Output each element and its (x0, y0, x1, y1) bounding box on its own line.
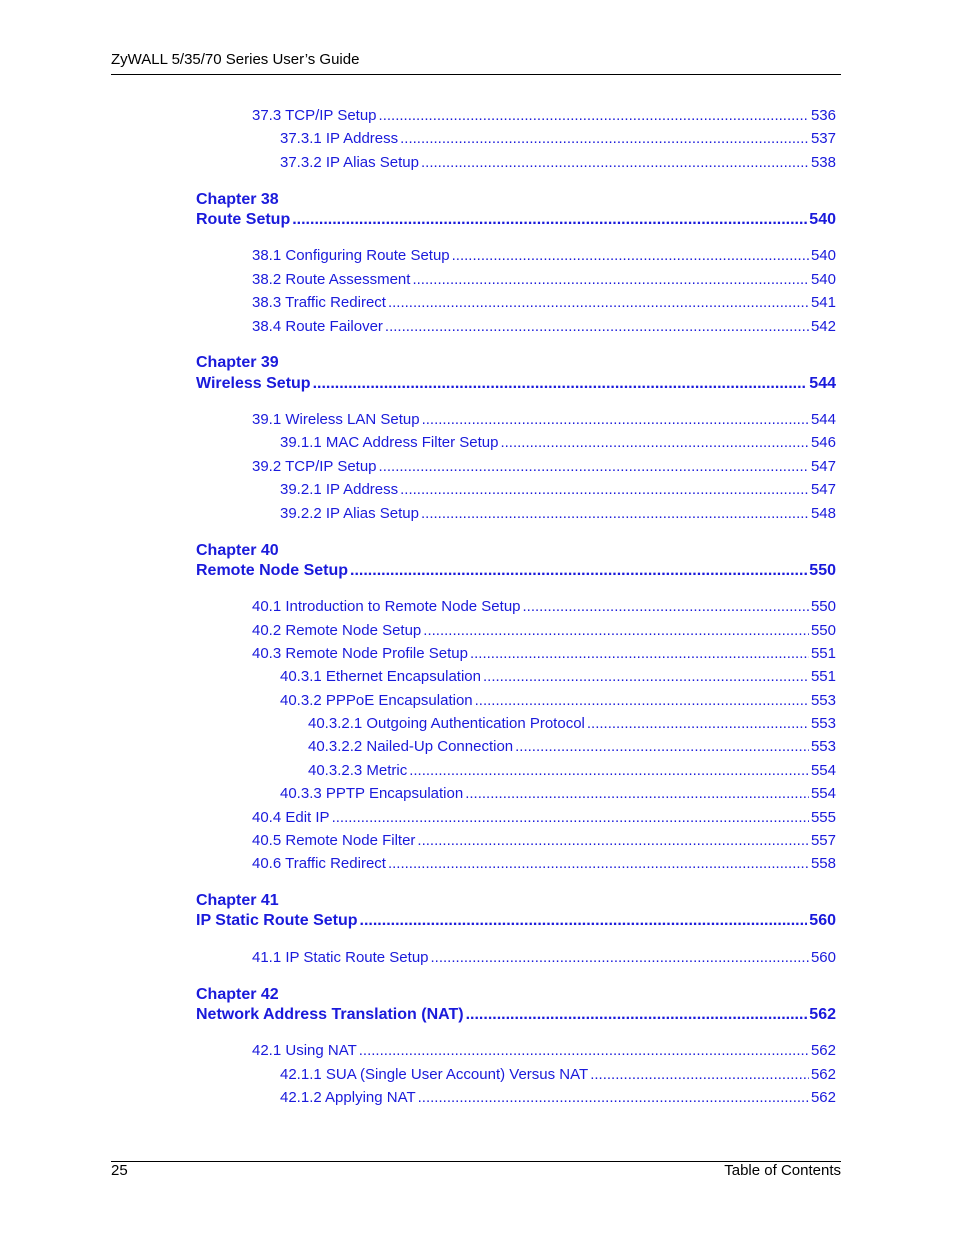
toc-entry-page: 548 (810, 505, 836, 522)
toc-entry-page: 550 (810, 598, 836, 615)
toc-entry-title: 40.2 Remote Node Setup (252, 622, 422, 639)
chapter-title: IP Static Route Setup (196, 912, 358, 929)
chapter-39-label: Chapter 39 (196, 354, 279, 371)
toc-entry-40-1[interactable] (252, 597, 836, 617)
chapter-42-entry[interactable] (196, 1005, 836, 1025)
toc-entry-page: 540 (810, 247, 836, 264)
chapter-page: 544 (809, 375, 836, 392)
toc-entry-40-3-1[interactable] (280, 667, 836, 687)
toc-entry-page: 546 (810, 434, 836, 451)
footer-page-number: 25 (111, 1162, 128, 1179)
toc-entry-38-2[interactable] (252, 270, 836, 290)
toc-entry-page: 536 (810, 107, 836, 124)
toc-entry-title: 40.3 Remote Node Profile Setup (252, 645, 468, 662)
toc-entry-title: 37.3.1 IP Address (280, 130, 399, 147)
toc-entry-title: 38.4 Route Failover (252, 318, 383, 335)
toc-entry-40-6[interactable] (252, 854, 836, 874)
toc-entry-37-3-2[interactable] (280, 153, 836, 173)
toc-entry-40-3-2-2[interactable] (308, 737, 836, 757)
toc-entry-39-2-1[interactable] (280, 480, 836, 500)
toc-entry-title: 42.1.2 Applying NAT (280, 1089, 416, 1106)
toc-entry-title: 40.3.2.3 Metric (308, 762, 408, 779)
chapter-page: 560 (809, 912, 836, 929)
toc-entry-40-3-2[interactable] (280, 691, 836, 711)
toc-entry-page: 541 (810, 294, 836, 311)
toc-entry-page: 544 (810, 411, 836, 428)
toc-entry-page: 553 (810, 738, 836, 755)
chapter-title: Remote Node Setup (196, 562, 349, 579)
toc-entry-page: 560 (810, 949, 836, 966)
toc-entry-40-3-2-3[interactable] (308, 761, 836, 781)
toc-entry-title: 42.1.1 SUA (Single User Account) Versus NAT (280, 1066, 589, 1083)
toc-entry-page: 551 (810, 645, 836, 662)
toc-entry-37-3-1[interactable] (280, 129, 836, 149)
toc-entry-title: 39.2.2 IP Alias Setup (280, 505, 419, 522)
chapter-39-entry[interactable] (196, 374, 836, 394)
chapter-title: Route Setup (196, 211, 291, 228)
toc-entry-38-1[interactable] (252, 246, 836, 266)
toc-entry-page: 547 (810, 481, 836, 498)
document-header-title: ZyWALL 5/35/70 Series User’s Guide (111, 51, 360, 68)
chapter-42-label: Chapter 42 (196, 986, 279, 1003)
toc-entry-title: 40.3.2 PPPoE Encapsulation (280, 692, 473, 709)
chapter-title: Network Address Translation (NAT) (196, 1006, 464, 1023)
toc-entry-title: 37.3 TCP/IP Setup (252, 107, 377, 124)
toc-entry-title: 38.2 Route Assessment (252, 271, 411, 288)
toc-entry-title: 40.4 Edit IP (252, 809, 330, 826)
toc-entry-page: 554 (810, 762, 836, 779)
toc-entry-39-1-1[interactable] (280, 433, 836, 453)
toc-entry-page: 550 (810, 622, 836, 639)
chapter-41-label: Chapter 41 (196, 892, 279, 909)
chapter-41-entry[interactable] (196, 911, 836, 931)
toc-entry-title: 40.3.2.2 Nailed-Up Connection (308, 738, 514, 755)
toc-entry-title: 38.3 Traffic Redirect (252, 294, 386, 311)
footer-section-title: Table of Contents (724, 1162, 841, 1179)
toc-entry-page: 551 (810, 668, 836, 685)
chapter-title: Wireless Setup (196, 375, 311, 392)
toc-entry-page: 540 (810, 271, 836, 288)
toc-entry-42-1-1[interactable] (280, 1065, 836, 1085)
toc-entry-title: 37.3.2 IP Alias Setup (280, 154, 419, 171)
toc-entry-41-1[interactable] (252, 948, 836, 968)
toc-entry-40-5[interactable] (252, 831, 836, 851)
toc-entry-page: 553 (810, 692, 836, 709)
toc-entry-page: 554 (810, 785, 836, 802)
toc-entry-title: 41.1 IP Static Route Setup (252, 949, 429, 966)
toc-entry-page: 562 (810, 1042, 836, 1059)
toc-entry-page: 558 (810, 855, 836, 872)
toc-entry-39-1[interactable] (252, 410, 836, 430)
toc-entry-page: 555 (810, 809, 836, 826)
toc-entry-title: 40.3.1 Ethernet Encapsulation (280, 668, 481, 685)
toc-entry-title: 38.1 Configuring Route Setup (252, 247, 450, 264)
chapter-page: 562 (809, 1006, 836, 1023)
toc-entry-39-2[interactable] (252, 457, 836, 477)
chapter-40-entry[interactable] (196, 561, 836, 581)
toc-entry-title: 40.6 Traffic Redirect (252, 855, 386, 872)
toc-entry-title: 39.1 Wireless LAN Setup (252, 411, 420, 428)
toc-entry-title: 40.3.3 PPTP Encapsulation (280, 785, 464, 802)
toc-entry-40-3[interactable] (252, 644, 836, 664)
chapter-page: 550 (809, 562, 836, 579)
chapter-38-label: Chapter 38 (196, 191, 279, 208)
toc-entry-page: 562 (810, 1066, 836, 1083)
toc-entry-title: 40.5 Remote Node Filter (252, 832, 416, 849)
toc-entry-37-3[interactable] (252, 106, 836, 126)
chapter-page: 540 (809, 211, 836, 228)
toc-entry-page: 553 (810, 715, 836, 732)
toc-entry-38-4[interactable] (252, 317, 836, 337)
toc-entry-39-2-2[interactable] (280, 504, 836, 524)
toc-entry-title: 39.2 TCP/IP Setup (252, 458, 377, 475)
toc-entry-38-3[interactable] (252, 293, 836, 313)
toc-entry-page: 557 (810, 832, 836, 849)
chapter-40-label: Chapter 40 (196, 542, 279, 559)
toc-entry-title: 39.2.1 IP Address (280, 481, 399, 498)
toc-entry-page: 562 (810, 1089, 836, 1106)
toc-entry-40-4[interactable] (252, 808, 836, 828)
toc-entry-title: 42.1 Using NAT (252, 1042, 357, 1059)
toc-entry-page: 547 (810, 458, 836, 475)
toc-entry-title: 40.1 Introduction to Remote Node Setup (252, 598, 521, 615)
chapter-38-entry[interactable] (196, 210, 836, 230)
toc-entry-page: 542 (810, 318, 836, 335)
toc-entry-page: 538 (810, 154, 836, 171)
toc-entry-42-1-2[interactable] (280, 1088, 836, 1108)
toc-entry-42-1[interactable] (252, 1041, 836, 1061)
toc-entry-title: 39.1.1 MAC Address Filter Setup (280, 434, 499, 451)
toc-entry-40-2[interactable] (252, 621, 836, 641)
header-divider (111, 74, 841, 75)
toc-entry-40-3-3[interactable] (280, 784, 836, 804)
toc-entry-title: 40.3.2.1 Outgoing Authentication Protocol (308, 715, 585, 732)
toc-entry-40-3-2-1[interactable] (308, 714, 836, 734)
toc-entry-page: 537 (810, 130, 836, 147)
